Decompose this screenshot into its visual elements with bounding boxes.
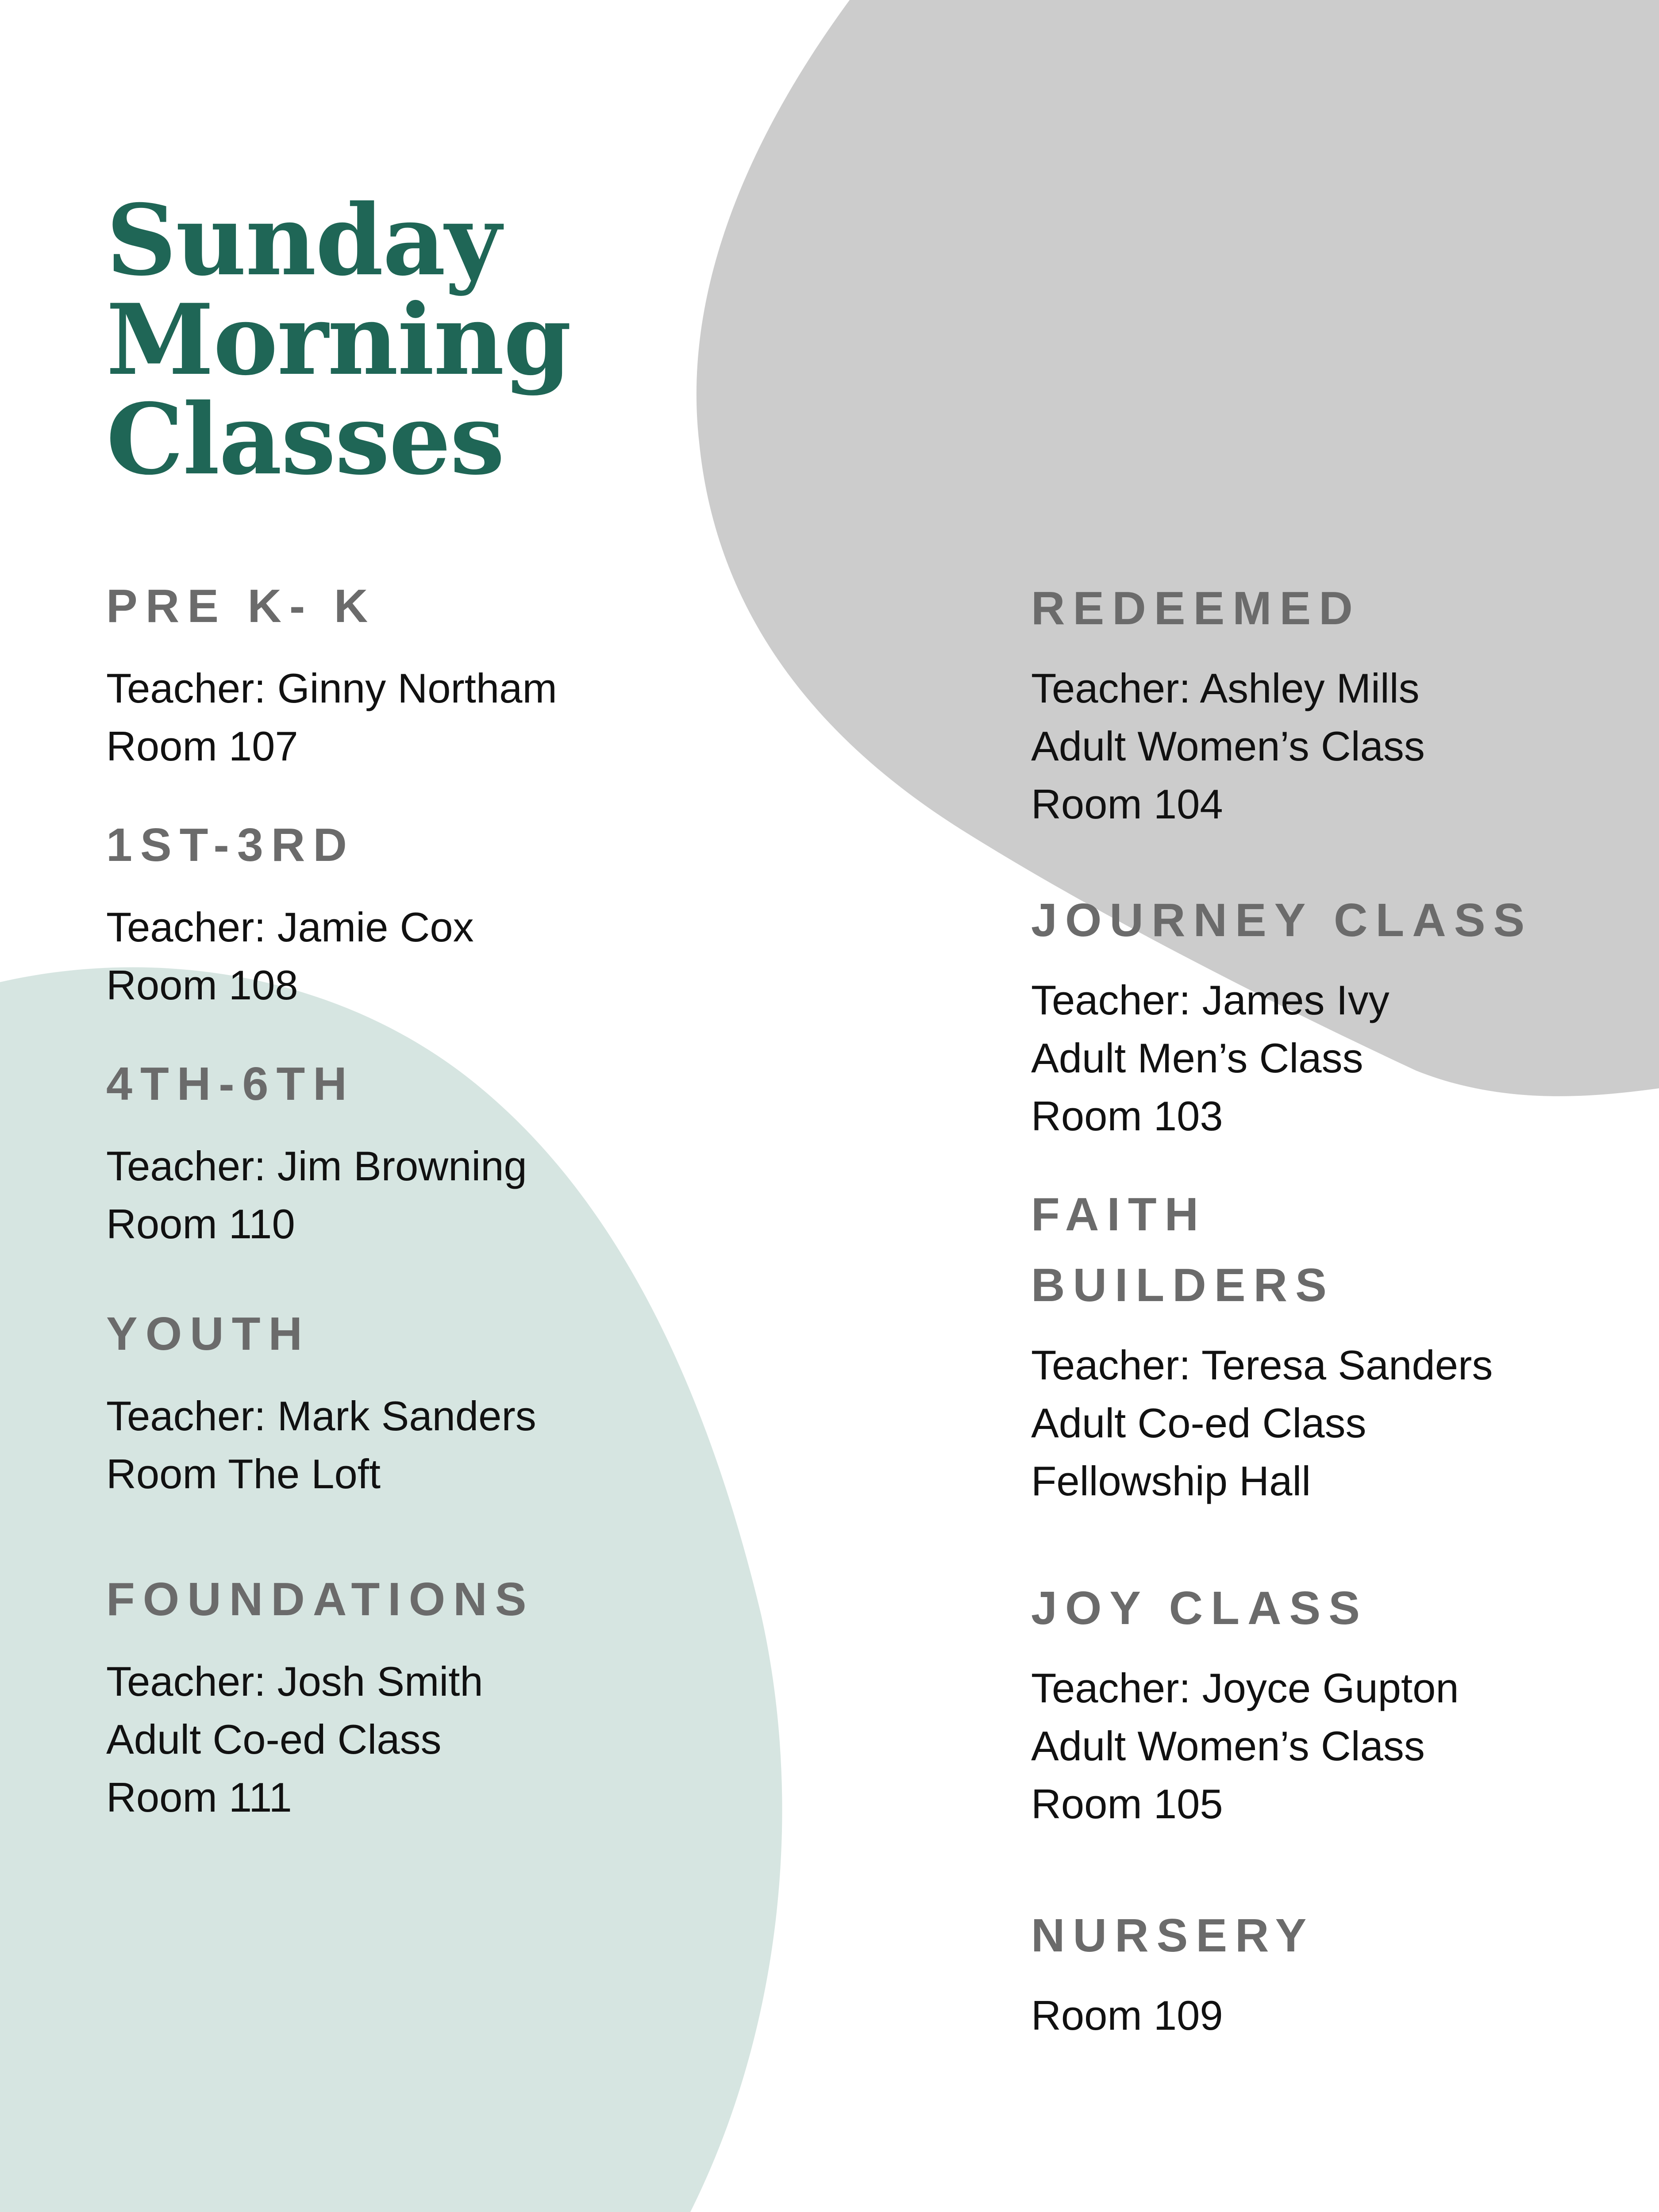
class-details-journey bbox=[1031, 971, 1390, 1145]
class-heading-faith-builders: FAITH BUILDERS bbox=[1031, 1188, 1335, 1311]
class-details-nursery bbox=[1031, 1986, 1223, 2044]
class-detail-line: Room The Loft bbox=[106, 1451, 381, 1497]
class-heading-1st-3rd: 1ST-3RD bbox=[106, 819, 355, 871]
class-details-pre-k bbox=[106, 659, 557, 775]
class-detail-line: Room 104 bbox=[1031, 781, 1223, 827]
class-detail-line: Room 103 bbox=[1031, 1093, 1223, 1139]
class-details-joy bbox=[1031, 1659, 1459, 1833]
class-details-1st-3rd bbox=[106, 898, 474, 1014]
class-detail-line: Room 108 bbox=[106, 962, 298, 1008]
page-title bbox=[106, 183, 571, 496]
class-detail-line: Fellowship Hall bbox=[1031, 1458, 1311, 1504]
class-detail-line: Adult Women’s Class bbox=[1031, 1723, 1425, 1769]
class-details-4th-6th bbox=[106, 1137, 527, 1253]
class-heading-joy: JOY CLASS bbox=[1031, 1582, 1368, 1634]
class-detail-line: Teacher: Teresa Sanders bbox=[1031, 1342, 1493, 1388]
class-detail-line: Teacher: James Ivy bbox=[1031, 977, 1390, 1023]
class-detail-line: Room 110 bbox=[106, 1201, 295, 1247]
class-detail-line: Adult Women’s Class bbox=[1031, 723, 1425, 769]
class-detail-line: Teacher: Joyce Gupton bbox=[1031, 1665, 1459, 1711]
class-detail-line: Adult Co-ed Class bbox=[106, 1716, 442, 1763]
class-detail-line: Room 107 bbox=[106, 723, 298, 769]
class-details-redeemed bbox=[1031, 659, 1425, 833]
class-detail-line: Room 105 bbox=[1031, 1781, 1223, 1827]
class-detail-line: Room 111 bbox=[106, 1774, 292, 1820]
class-detail-line: Room 109 bbox=[1031, 1992, 1223, 2039]
class-details-youth bbox=[106, 1387, 536, 1503]
class-heading-foundations: FOUNDATIONS bbox=[106, 1573, 535, 1625]
class-heading-redeemed: REDEEMED bbox=[1031, 582, 1361, 634]
class-heading-pre-k: PRE K- K bbox=[106, 580, 376, 632]
class-detail-line: Teacher: Ashley Mills bbox=[1031, 665, 1420, 711]
title-line-2: Morning bbox=[106, 282, 571, 397]
class-heading-4th-6th: 4TH-6TH bbox=[106, 1058, 355, 1110]
class-details-foundations bbox=[106, 1652, 483, 1826]
class-detail-line: Teacher: Ginny Northam bbox=[106, 665, 557, 711]
class-heading-youth: YOUTH bbox=[106, 1308, 310, 1360]
class-detail-line: Adult Co-ed Class bbox=[1031, 1400, 1366, 1446]
class-heading-nursery: NURSERY bbox=[1031, 1909, 1315, 1962]
title-line-3: Classes bbox=[106, 382, 504, 496]
class-detail-line: Teacher: Mark Sanders bbox=[106, 1393, 536, 1439]
title-line-1: Sunday bbox=[106, 183, 500, 297]
class-detail-line: Teacher: Jamie Cox bbox=[106, 904, 474, 950]
class-detail-line: Teacher: Josh Smith bbox=[106, 1658, 483, 1705]
class-detail-line: Teacher: Jim Browning bbox=[106, 1143, 527, 1189]
class-heading-journey: JOURNEY CLASS bbox=[1031, 894, 1533, 946]
class-detail-line: Adult Men’s Class bbox=[1031, 1035, 1363, 1081]
class-details-faith-builders bbox=[1031, 1336, 1493, 1510]
